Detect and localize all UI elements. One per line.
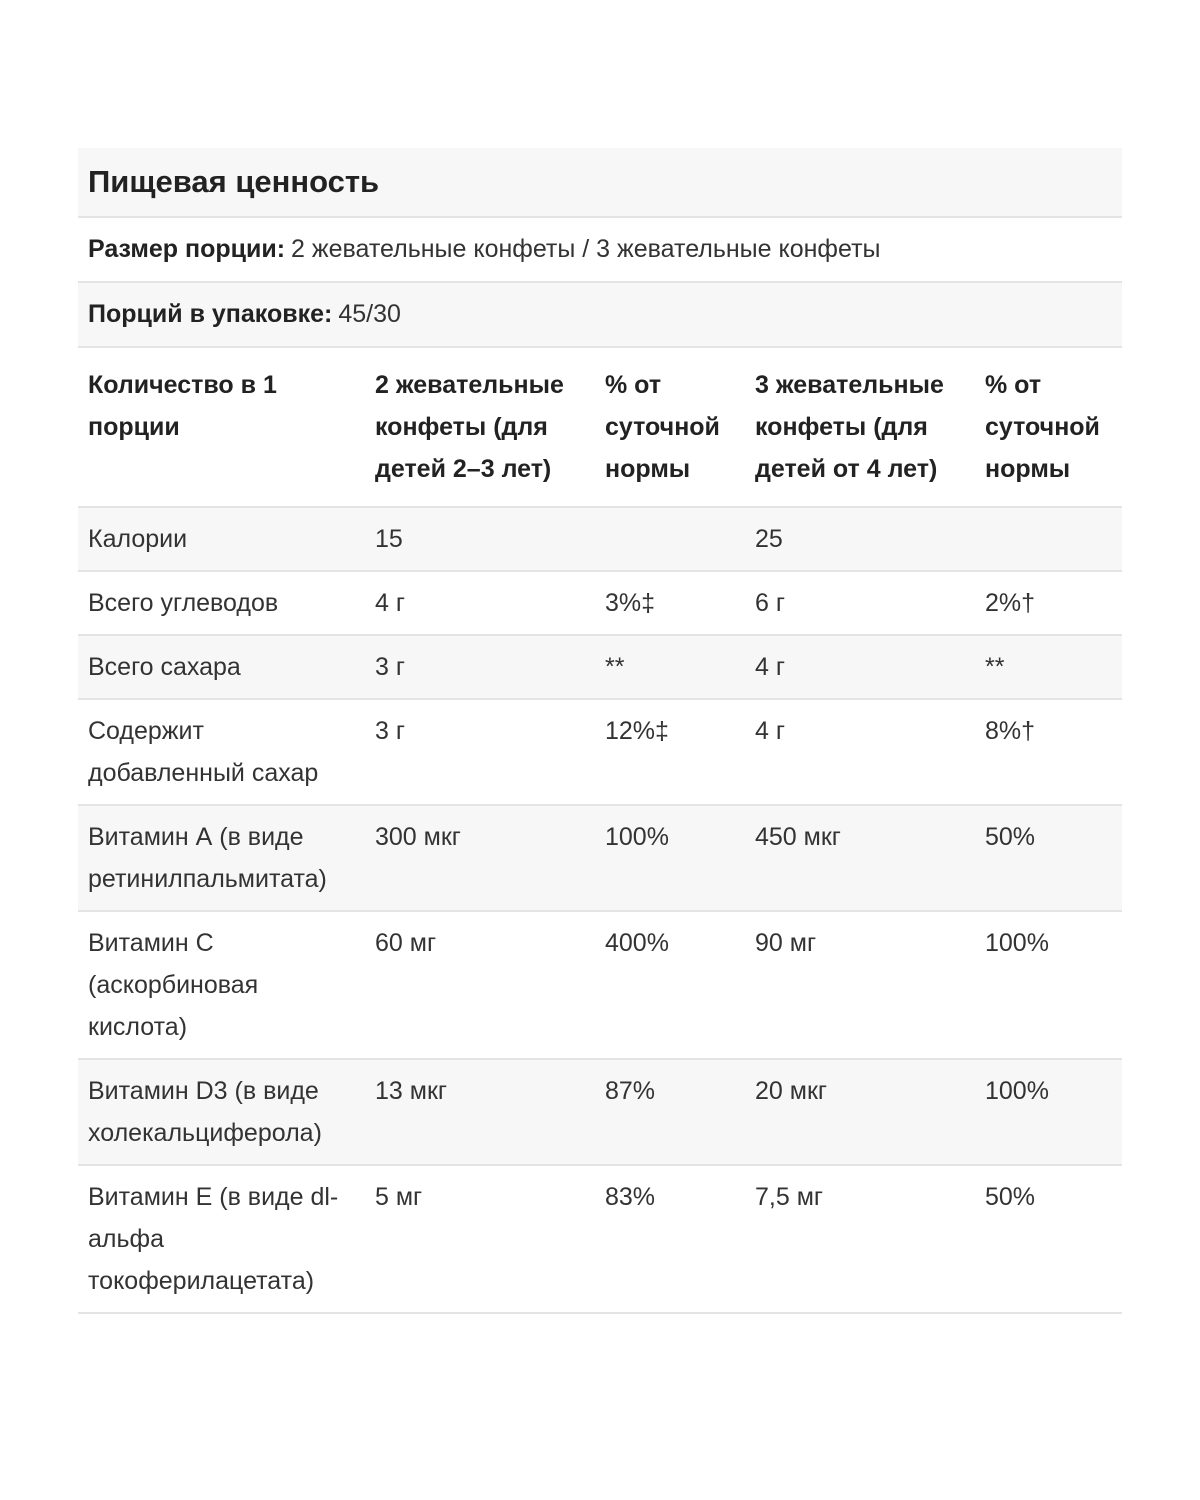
amount-kids-4-plus: 25 [755,525,783,553]
servings-per-container-row [78,283,1122,348]
servings-per-container-label: Порций в упаковке: [88,300,333,328]
amount-kids-4-plus: 90 мг [755,929,817,957]
table-row [78,508,1122,572]
title-row [78,148,1122,218]
serving-size-row [78,218,1122,283]
daily-value-kids-2-3: 83% [605,1183,656,1211]
daily-value-kids-2-3: 100% [605,823,669,851]
daily-value-kids-2-3: 400% [605,929,669,957]
table-row [78,806,1122,912]
header-daily-value-2: % от суточной нормы [985,371,1100,483]
serving-size-value: 2 жевательные конфеты / 3 жевательные конфеты [291,235,881,263]
servings-per-container-value: 45/30 [338,300,401,328]
nutrient-name: Калории [88,525,188,553]
daily-value-kids-2-3: 87% [605,1077,656,1105]
serving-size-label: Размер порции: [88,235,286,263]
amount-kids-2-3: 15 [375,525,403,553]
nutrient-name: Всего сахара [88,653,241,681]
amount-kids-2-3: 3 г [375,717,405,745]
amount-kids-2-3: 3 г [375,653,405,681]
amount-kids-4-plus: 4 г [755,653,785,681]
nutrient-name: Витамин C (аскорбиновая кислота) [88,929,259,1041]
table-row [78,700,1122,806]
header-daily-value-1: % от суточной нормы [605,371,720,483]
daily-value-kids-4-plus: 100% [985,1077,1049,1105]
daily-value-kids-4-plus: 50% [985,823,1036,851]
amount-kids-2-3: 13 мкг [375,1077,447,1105]
header-amount-per-serving: Количество в 1 порции [88,371,277,441]
daily-value-kids-2-3: 3%‡ [605,589,656,617]
amount-kids-4-plus: 6 г [755,589,785,617]
daily-value-kids-4-plus: ** [985,653,1005,681]
amount-kids-4-plus: 20 мкг [755,1077,827,1105]
daily-value-kids-2-3: 12%‡ [605,717,669,745]
panel-title: Пищевая ценность [88,164,380,199]
daily-value-kids-4-plus: 2%† [985,589,1036,617]
daily-value-kids-4-plus: 50% [985,1183,1036,1211]
table-row [78,912,1122,1060]
amount-kids-4-plus: 450 мкг [755,823,841,851]
amount-kids-4-plus: 7,5 мг [755,1183,824,1211]
table-row [78,636,1122,700]
table-row [78,572,1122,636]
amount-kids-2-3: 300 мкг [375,823,461,851]
header-dose-kids-2-3: 2 жевательные конфеты (для детей 2–3 лет) [375,371,564,483]
amount-kids-2-3: 60 мг [375,929,437,957]
amount-kids-2-3: 4 г [375,589,405,617]
daily-value-kids-2-3 [595,518,745,560]
daily-value-kids-4-plus: 100% [985,929,1049,957]
amount-kids-4-plus: 4 г [755,717,785,745]
daily-value-kids-4-plus [975,518,1122,560]
daily-value-kids-4-plus: 8%† [985,717,1036,745]
nutrition-facts-panel [78,148,1122,1314]
daily-value-kids-2-3: ** [605,653,625,681]
nutrient-name: Всего углеводов [88,589,279,617]
nutrient-name: Витамин D3 (в виде холекальциферола) [88,1077,322,1147]
amount-kids-2-3: 5 мг [375,1183,423,1211]
table-header-row [78,348,1122,508]
nutrient-name: Витамин А (в виде ретинилпальмитата) [88,823,327,893]
nutrient-name: Содержит добавленный сахар [88,717,319,787]
header-dose-kids-4-plus: 3 жевательные конфеты (для детей от 4 лет) [755,371,944,483]
table-row [78,1060,1122,1166]
nutrient-name: Витамин E (в виде dl-альфа токоферилацетата) [88,1183,339,1295]
table-row [78,1166,1122,1314]
